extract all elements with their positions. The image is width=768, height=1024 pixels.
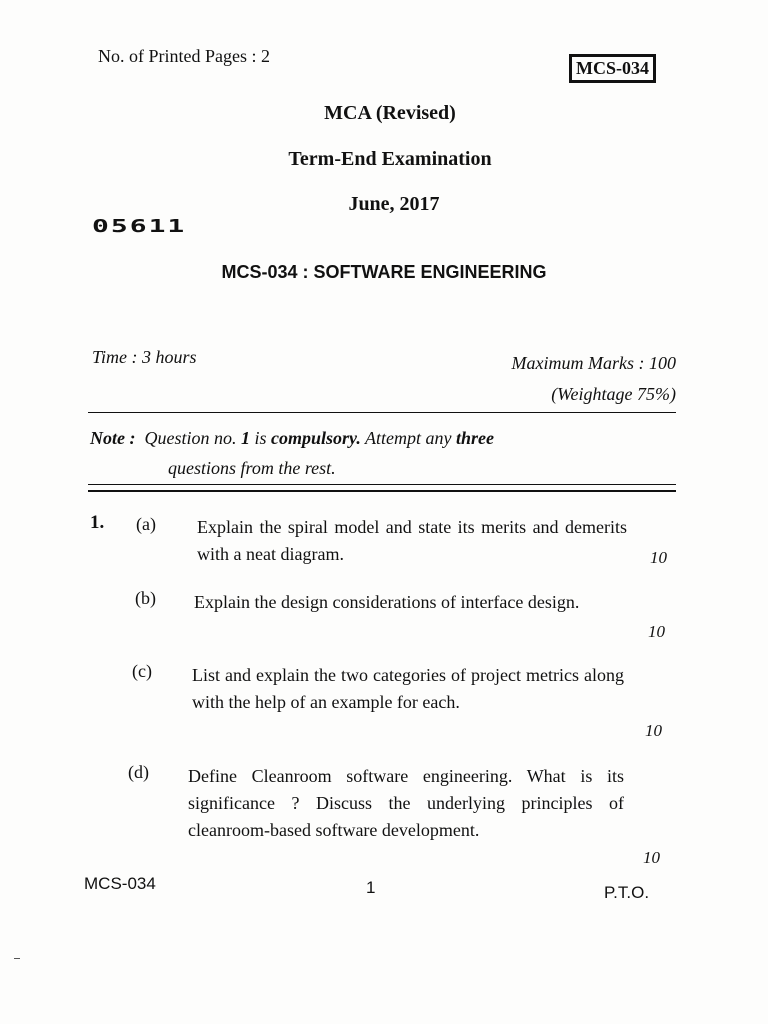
divider-double-bottom bbox=[88, 490, 676, 492]
question-marks: 10 bbox=[648, 622, 665, 641]
divider-top bbox=[88, 412, 676, 413]
note-text-2: is bbox=[254, 428, 267, 448]
weightage: (Weightage 75%) bbox=[551, 384, 676, 404]
footer-paper-code: MCS-034 bbox=[84, 874, 156, 893]
margin-mark bbox=[14, 958, 20, 959]
serial-number: 05611 bbox=[92, 216, 187, 237]
divider-double-top bbox=[88, 484, 676, 485]
question-marks: 10 bbox=[645, 721, 662, 740]
question-text: Explain the spiral model and state its merits and demerits with a neat diagram. bbox=[197, 517, 627, 564]
time-allowed: Time : 3 hours bbox=[92, 347, 197, 367]
question-text: List and explain the two categories of project metrics along with the help of an example for each. bbox=[192, 665, 624, 712]
printed-pages: No. of Printed Pages : 2 bbox=[98, 46, 270, 66]
question-text: Explain the design considerations of interface design. bbox=[194, 592, 580, 612]
question-number: 1. bbox=[90, 512, 105, 533]
course-title: MCS-034 : SOFTWARE ENGINEERING bbox=[221, 262, 547, 282]
question-marks: 10 bbox=[643, 848, 660, 867]
note-text-1: Question no. bbox=[144, 428, 237, 448]
part-label: (d) bbox=[128, 762, 149, 782]
note-label: Note : bbox=[90, 428, 136, 448]
maximum-marks: Maximum Marks : 100 bbox=[511, 353, 676, 373]
note-compulsory: compulsory. bbox=[271, 428, 361, 448]
note-three: three bbox=[456, 428, 495, 448]
note-text-3: Attempt any bbox=[365, 428, 452, 448]
degree-title: MCA (Revised) bbox=[324, 102, 456, 124]
question-marks: 10 bbox=[650, 548, 667, 567]
note-line-2 bbox=[90, 453, 682, 483]
note-text-4: questions from the rest. bbox=[168, 458, 336, 478]
part-label: (b) bbox=[135, 588, 156, 608]
instructions-note bbox=[90, 423, 682, 483]
part-label: (c) bbox=[132, 661, 152, 681]
paper-code-box: MCS-034 bbox=[569, 54, 656, 83]
part-label: (a) bbox=[136, 514, 156, 534]
question-text: Define Cleanroom software engineering. What is its significance ? Discuss the underlying principles of cleanroom-based software development. bbox=[188, 766, 624, 840]
exam-title: Term-End Examination bbox=[288, 148, 492, 170]
page-number: 1 bbox=[366, 878, 376, 897]
exam-session: June, 2017 bbox=[348, 193, 440, 215]
please-turn-over: P.T.O. bbox=[604, 883, 650, 902]
note-question-number: 1 bbox=[240, 428, 250, 448]
